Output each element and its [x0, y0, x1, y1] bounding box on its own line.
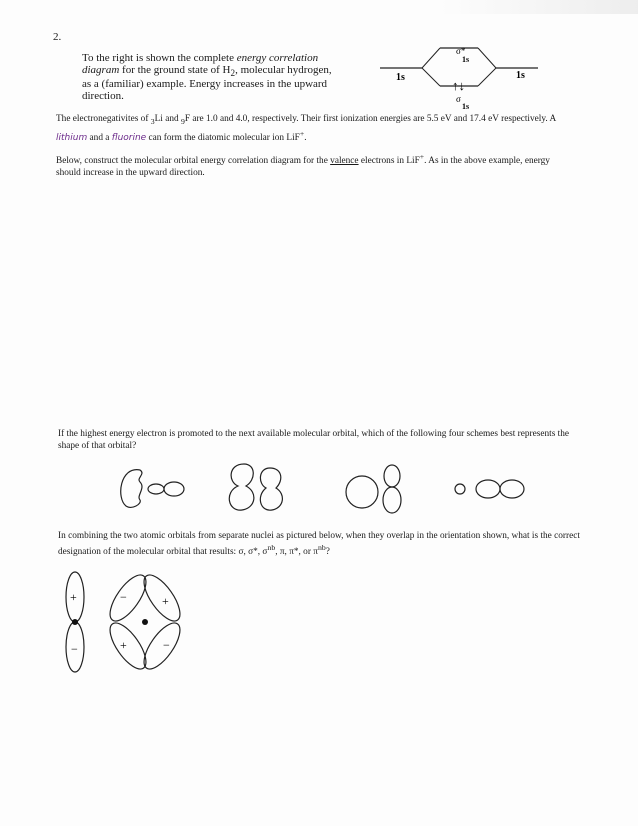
scheme-2-orbital	[229, 464, 282, 510]
handwritten-lithium: lithium	[56, 132, 88, 143]
nucleus-left	[72, 619, 78, 625]
connector-line	[478, 68, 496, 86]
h2-mo-diagram	[370, 40, 550, 112]
orbital-schemes	[110, 458, 540, 518]
question-number: 2.	[53, 31, 62, 43]
scheme-4-orbital	[455, 480, 524, 498]
overlapping-orbitals-figure	[58, 570, 188, 675]
antibonding-label: σ*	[456, 46, 466, 56]
sign-upper-left: −	[120, 590, 127, 604]
bonding-label: σ	[456, 94, 461, 104]
scan-shading	[440, 0, 638, 14]
connector-line	[422, 48, 440, 68]
antibonding-sub: 1s	[462, 55, 470, 64]
sign-vertical-bottom: −	[71, 642, 78, 656]
scheme-3-orbital	[346, 465, 401, 513]
right-ao-label: 1s	[516, 70, 525, 81]
sign-lower-left: +	[120, 638, 127, 652]
promotion-question: If the highest energy electron is promoted to the next available molecular orbital, which of the following four schemes best represents the shape of that orbital?	[58, 429, 569, 451]
d-lobe-lower-right	[138, 618, 187, 675]
handwritten-fluorine: fluorine	[111, 132, 147, 143]
left-ao-label: 1s	[396, 72, 405, 83]
nucleus-right	[142, 619, 148, 625]
connector-line	[422, 68, 440, 86]
scheme-1-orbital	[121, 470, 184, 508]
construct-diagram-paragraph: Below, construct the molecular orbital energy correlation diagram for the valence electrons in LiF+. As in the above example, energy should increase in the upward direction.	[56, 152, 550, 179]
intro-paragraph: To the right is shown the complete energy correlation diagram for the ground state of $H_2$, molecular hydrogen, as a (familiar) example. Energy increases in the upward direction.	[82, 52, 332, 102]
connector-line	[478, 48, 496, 68]
electronegativity-paragraph: The electronegativites of $_3$Li and $_9$F are 1.0 and 4.0, respectively. Their first ionization energies are 5.5 eV and 17.4 eV respectively. A lithium and a fluorine can form the diatomic molecular ion LiF+.	[56, 114, 556, 143]
sign-vertical-top: +	[70, 590, 77, 604]
electron-pair: ↑↓	[452, 78, 465, 93]
sign-lower-right: −	[163, 638, 170, 652]
bonding-sub: 1s	[462, 102, 470, 111]
sign-upper-right: +	[162, 594, 169, 608]
orbital-designation-question: In combining the two atomic orbitals from separate nuclei as pictured below, when they overlap in the orientation shown, what is the correct designation of the molecular orbital that results: σ, σ*, $\sigma^{nb}$, π, π*, or $\pi^{nb}$?	[58, 531, 580, 558]
